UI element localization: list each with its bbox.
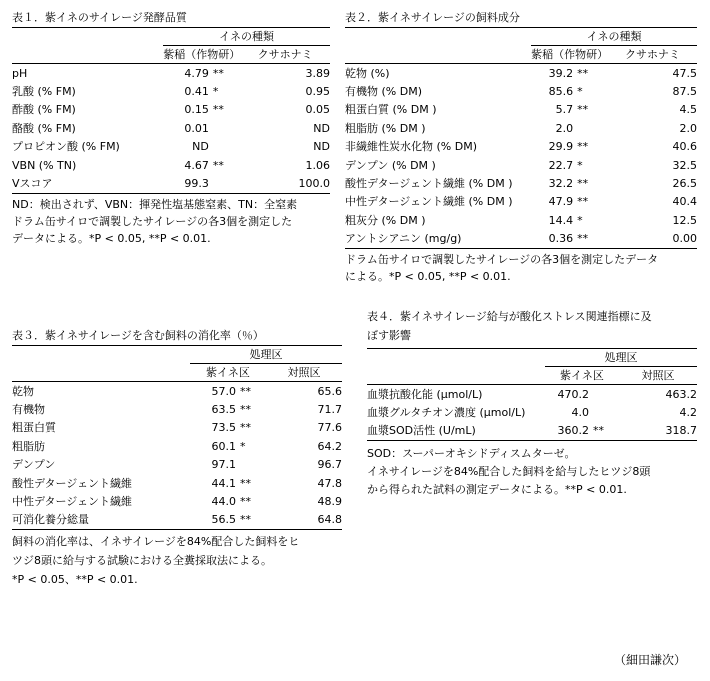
- significance-mark: [209, 138, 240, 156]
- row-label: 血漿抗酸化能 (μmol/L): [367, 387, 483, 401]
- value-cell: 65.6: [317, 384, 342, 398]
- table-row: [345, 156, 697, 174]
- value-cell: 26.5: [672, 177, 697, 191]
- row-label: 中性デタージェント繊維: [12, 495, 133, 509]
- table4-notes: [367, 445, 697, 499]
- value-cell: 32.5: [672, 158, 697, 172]
- significance-mark: *: [240, 439, 246, 453]
- table-row: [12, 82, 330, 100]
- value-cell: 44.0: [211, 495, 236, 509]
- row-label: 血漿SOD活性 (U/mL): [367, 422, 545, 441]
- row-label: 粗脂肪 (% DM ): [345, 121, 426, 135]
- significance-mark: **: [577, 177, 589, 191]
- table3-notes: [12, 532, 342, 589]
- table4-block: [367, 307, 697, 499]
- value-cell: 63.5: [211, 403, 236, 417]
- value-cell: 96.7: [317, 458, 342, 472]
- table-row: [367, 403, 697, 421]
- value-cell: 48.9: [317, 495, 342, 509]
- significance-mark: **: [240, 403, 251, 417]
- value-cell: 4.67: [184, 158, 209, 172]
- value-cell: 85.6: [548, 85, 574, 99]
- value-cell: 0.01: [184, 121, 209, 135]
- significance-mark: [209, 119, 240, 137]
- row-label: デンプン: [12, 458, 56, 472]
- table-row: [12, 119, 330, 137]
- value-cell: 0.36: [531, 230, 573, 249]
- significance-mark: **: [212, 66, 224, 80]
- significance-mark: *: [577, 213, 583, 227]
- row-label: 粗灰分 (% DM ): [345, 213, 426, 227]
- value-cell: 4.0: [571, 406, 589, 420]
- row-label: 非繊維性炭水化物 (% DM): [345, 140, 477, 154]
- table-row: [12, 64, 330, 83]
- significance-mark: **: [240, 495, 251, 509]
- table-row: [12, 400, 342, 418]
- significance-mark: **: [236, 511, 266, 530]
- value-cell: 0.05: [305, 103, 330, 117]
- table4-note-line: SOD：スーパーオキシドディスムターゼ。: [367, 447, 576, 461]
- value-cell: 39.2: [548, 66, 574, 80]
- value-cell: 360.2: [545, 422, 589, 441]
- table3-col-header: 紫イネ区: [190, 364, 266, 382]
- significance-mark: [209, 174, 240, 193]
- row-label: Vスコア: [12, 174, 163, 193]
- value-cell: 60.1: [211, 439, 236, 453]
- table2-col-header: 紫稲（作物研）: [531, 46, 608, 64]
- table1-notes: [12, 196, 330, 247]
- table2-notes: [345, 251, 697, 285]
- significance-mark: **: [240, 421, 251, 435]
- table4-title-line: 表４．紫イネサイレージ給与が酸化ストレス関連指標に及: [367, 310, 652, 323]
- table1-note-line: ドラム缶サイロで調製したサイレージの各3個を測定した: [12, 214, 293, 228]
- row-label: 中性デタージェント繊維 (% DM ): [345, 195, 513, 209]
- significance-mark: [589, 385, 619, 404]
- table1-title: 表１．紫イネのサイレージ発酵品質: [12, 11, 187, 24]
- row-label: アントシアニン (mg/g): [345, 230, 531, 249]
- value-cell: 0.15: [184, 103, 209, 117]
- table3-note-line: ツジ8頭に給与する試験における全糞採取法による。: [12, 554, 272, 568]
- row-label: 有機物 (% DM): [345, 85, 422, 99]
- row-label: 粗蛋白質 (% DM ): [345, 103, 437, 117]
- value-cell: 318.7: [619, 422, 697, 441]
- table4: [367, 348, 697, 441]
- value-cell: 57.0: [211, 384, 236, 398]
- value-cell: 97.1: [211, 458, 236, 472]
- table1-block: [12, 11, 330, 247]
- value-cell: 64.2: [317, 439, 342, 453]
- row-label: 酪酸 (% FM): [12, 121, 76, 135]
- value-cell: 2.0: [679, 121, 697, 135]
- table-row: [345, 174, 697, 192]
- row-label: 酢酸 (% FM): [12, 103, 76, 117]
- table-row: [12, 138, 330, 156]
- value-cell: 56.5: [190, 511, 236, 530]
- table3-title: 表３．紫イネサイレージを含む飼料の消化率（％）: [12, 329, 264, 342]
- significance-mark: *: [577, 85, 583, 99]
- significance-mark: *: [212, 85, 219, 99]
- significance-mark: **: [240, 476, 251, 490]
- value-cell: 463.2: [665, 387, 697, 401]
- table-row: [345, 64, 697, 83]
- table-row: [345, 230, 697, 249]
- value-cell: 0.00: [608, 230, 697, 249]
- significance-mark: **: [240, 384, 251, 398]
- table4-title: [367, 307, 697, 345]
- value-cell: 470.2: [557, 387, 589, 401]
- value-cell: 3.89: [305, 66, 330, 80]
- table1-note-line: データによる。*P < 0.05, **P < 0.01.: [12, 231, 211, 245]
- table4-title-line: ぼす影響: [367, 329, 411, 342]
- value-cell: ND: [192, 140, 209, 154]
- table4-note-line: イネサイレージを84%配合した飼料を給与したヒツジ8頭: [367, 465, 651, 479]
- value-cell: 40.6: [672, 140, 697, 154]
- value-cell: 71.7: [317, 403, 342, 417]
- table2-group-header: イネの種類: [531, 28, 697, 46]
- table-row: [12, 474, 342, 492]
- table-row: [12, 382, 342, 401]
- row-label: 血漿グルタチオン濃度 (μmol/L): [367, 406, 526, 420]
- value-cell: 47.8: [317, 476, 342, 490]
- value-cell: 44.1: [211, 476, 236, 490]
- value-cell: 14.4: [548, 213, 574, 227]
- table-row: [12, 437, 342, 455]
- value-cell: 4.79: [184, 66, 209, 80]
- table-row: [12, 174, 330, 193]
- table3-col-header: 対照区: [266, 364, 342, 382]
- table-row: [12, 456, 342, 474]
- table3-group-header: 処理区: [190, 346, 342, 364]
- table4-col-header: 紫イネ区: [545, 367, 619, 385]
- value-cell: ND: [313, 140, 330, 154]
- table-row: [345, 101, 697, 119]
- significance-mark: [573, 119, 608, 137]
- row-label: 乳酸 (% FM): [12, 85, 76, 99]
- table2-col-header: クサホナミ: [608, 46, 697, 64]
- table1-col-header: 紫稲（作物研）: [163, 46, 240, 64]
- table-row: [345, 119, 697, 137]
- significance-mark: **: [573, 230, 608, 249]
- significance-mark: **: [212, 158, 224, 172]
- table1-col-header: クサホナミ: [240, 46, 330, 64]
- significance-mark: **: [212, 103, 224, 117]
- significance-mark: **: [577, 140, 589, 154]
- value-cell: 29.9: [548, 140, 574, 154]
- table4-group-header: 処理区: [545, 349, 697, 367]
- significance-mark: **: [577, 195, 589, 209]
- table3-block: [12, 329, 342, 589]
- row-label: VBN (% TN): [12, 158, 77, 172]
- value-cell: 47.9: [548, 195, 574, 209]
- significance-mark: **: [577, 103, 589, 117]
- value-cell: 2.0: [555, 121, 574, 135]
- value-cell: 4.2: [679, 406, 697, 420]
- value-cell: 100.0: [240, 174, 330, 193]
- significance-mark: [236, 456, 266, 474]
- value-cell: 4.5: [679, 103, 697, 117]
- row-label: pH: [12, 66, 28, 80]
- row-label: 粗蛋白質: [12, 421, 56, 435]
- table1: [12, 27, 330, 194]
- table-row: [12, 101, 330, 119]
- value-cell: 32.2: [548, 177, 574, 191]
- value-cell: 99.3: [163, 174, 209, 193]
- table-row: [345, 138, 697, 156]
- value-cell: 40.4: [672, 195, 697, 209]
- value-cell: 22.7: [548, 158, 574, 172]
- table-row: [12, 156, 330, 174]
- value-cell: 64.8: [266, 511, 342, 530]
- table1-note-line: ND：検出されず、VBN：揮発性塩基態窒素、TN：全窒素: [12, 197, 298, 211]
- value-cell: ND: [313, 121, 330, 135]
- row-label: プロピオン酸 (% FM): [12, 140, 120, 154]
- table2-block: [345, 11, 697, 285]
- table1-group-header: イネの種類: [163, 28, 330, 46]
- table2-title: 表２．紫イネサイレージの飼料成分: [345, 11, 520, 24]
- value-cell: 1.06: [305, 158, 330, 172]
- row-label: 粗脂肪: [12, 439, 45, 453]
- row-label: 乾物 (%): [345, 66, 390, 80]
- row-label: 酸性デタージェント繊維 (% DM ): [345, 177, 513, 191]
- table4-note-line: から得られた試料の測定データによる。**P < 0.01.: [367, 483, 627, 497]
- value-cell: 12.5: [672, 213, 697, 227]
- table-row: [367, 385, 697, 404]
- row-label: 酸性デタージェント繊維: [12, 476, 133, 490]
- row-label: 乾物: [12, 384, 34, 398]
- table-row: [12, 511, 342, 530]
- value-cell: 87.5: [672, 85, 697, 99]
- significance-mark: [589, 403, 619, 421]
- table2-note-line: による。*P < 0.05, **P < 0.01.: [345, 269, 511, 283]
- table-row: [12, 419, 342, 437]
- significance-mark: *: [577, 158, 583, 172]
- significance-mark: **: [589, 422, 619, 441]
- table-row: [12, 492, 342, 510]
- table3: [12, 345, 342, 530]
- table3-note-line: 飼料の消化率は、イネサイレージを84%配合した飼料をヒ: [12, 535, 300, 549]
- table-row: [367, 422, 697, 441]
- row-label: 有機物: [12, 403, 45, 417]
- value-cell: 0.95: [305, 85, 330, 99]
- row-label: デンプン (% DM ): [345, 158, 436, 172]
- table-row: [345, 193, 697, 211]
- value-cell: 73.5: [211, 421, 236, 435]
- value-cell: 47.5: [672, 66, 697, 80]
- value-cell: 77.6: [317, 421, 342, 435]
- row-label: 可消化養分総量: [12, 511, 190, 530]
- table4-col-header: 対照区: [619, 367, 697, 385]
- author-credit: （細田謙次）: [613, 653, 686, 667]
- table-row: [345, 211, 697, 229]
- table-row: [345, 82, 697, 100]
- significance-mark: **: [577, 66, 589, 80]
- table3-note-line: *P < 0.05、**P < 0.01.: [12, 573, 138, 587]
- value-cell: 0.41: [184, 85, 209, 99]
- table2: [345, 27, 697, 249]
- value-cell: 5.7: [555, 103, 574, 117]
- table2-note-line: ドラム缶サイロで調製したサイレージの各3個を測定したデータ: [345, 252, 659, 266]
